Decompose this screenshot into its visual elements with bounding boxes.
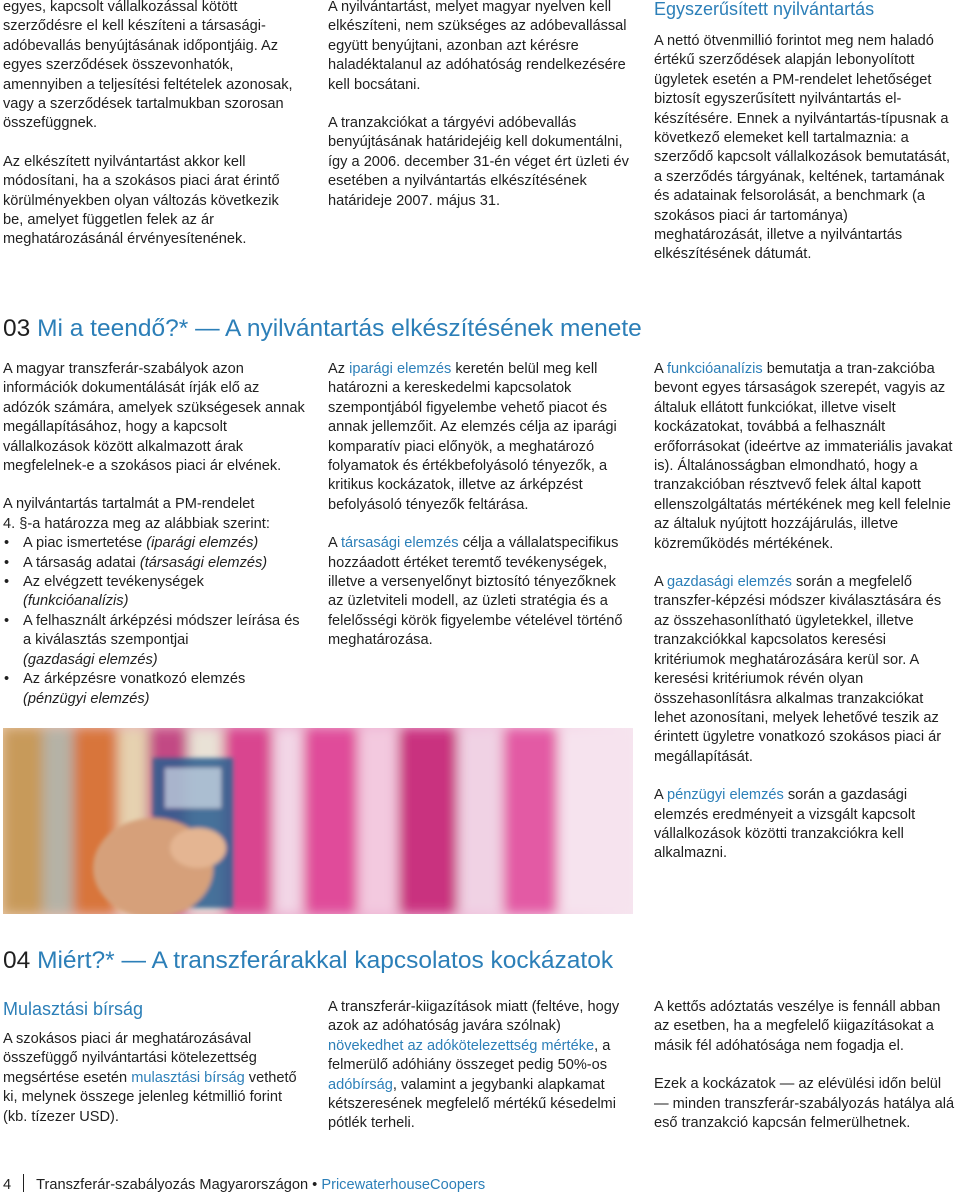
list-item: • A piac ismertetése (iparági elemzés) <box>3 534 308 553</box>
section03-column-2 <box>328 360 632 651</box>
paragraph: A pénzügyi elemzés során a gazdasági elemzés eredményeit a vizsgált kapcsolt vállalkozások közötti tranzakciókra kell alkalmazni. <box>654 787 916 862</box>
section-title-03 <box>3 314 642 344</box>
paragraph: 4. §-a határozza meg az alábbiak szerint: <box>3 515 270 532</box>
top-column-1 <box>3 0 303 250</box>
paragraph: A nyilvántartást, melyet magyar nyelven kell elkészíteni, nem szükséges az adóbevallással együtt benyújtani, azonban azt kérésre haladéktalanul az adóhatóság rendelkezésére kell bocsátani. <box>328 0 627 93</box>
paragraph: A transzferár-kiigazítások miatt (feltéve, hogy azok az adóhatóság javára szólnak) növekedhet az adókötelezettség mértéke, a felmerülő adóhiány összeget pedig 50%-os adóbírság, valamint a jegybanki alapkamat kétszeresének megfelelő mértékű késedelmi pótlék terheli. <box>328 999 620 1132</box>
section04-column-3 <box>654 998 956 1133</box>
footer-company: PricewaterhouseCoopers <box>321 1177 486 1193</box>
paragraph: A társasági elemzés célja a vállalatspecifikus hozzáadott értéket teremtő tevékenységek, illetve a versenyelőnyt biztosító tényezőknek az üzletviteli modell, az üzleti stratégia és a felelősségi körök figyelembe vételével történő meghatározása. <box>328 535 623 649</box>
highlight-term: mulasztási bírság <box>131 1069 245 1086</box>
list-item: • A társaság adatai (társasági elemzés) <box>3 554 308 573</box>
highlight-term: pénzügyi elemzés <box>666 787 784 804</box>
section04-column-1 <box>3 998 303 1127</box>
section04-column-2 <box>328 998 632 1134</box>
paragraph: A funkcióanalízis bemutatja a tran-zakcióba bevont egyes társaságok szerepét, vagyis az általuk ellátott funkciókat, illetve viselt kockázatokat, továbbá a felhasznált erőforrásokat (ideértve az immateriális javakat is). Általánosságban elmondható, hogy a tranzakcióban résztvevő felek által kapott ellenszolgáltatás mértékének meg kell felelnie az általuk nyújtott hozzájárulás, illetve közreműködés mértékének. <box>654 361 953 552</box>
paragraph: A szokásos piaci ár meghatározásával összefüggő nyilvántartási kötelezettség megsértése esetén mulasztási bírság vethető ki, melynek összege jelenleg kétmillió forint (kb. tízezer USD). <box>3 1031 297 1125</box>
paragraph: A tranzakciókat a tárgyévi adóbevallás benyújtásának határidejéig kell dokumentálni, így a 2006. december 31-én véget ért üzleti év esetében a nyilvántartás elkészítésének határideje 2007. május 31. <box>328 115 629 209</box>
footer-text: Transzferár-szabályozás Magyarországon • <box>36 1177 322 1193</box>
top-column-3 <box>654 0 956 265</box>
highlight-term: adóbírság <box>328 1076 393 1093</box>
section-number: 03 <box>3 315 31 342</box>
list-item: • Az árképzésre vonatkozó elemzés (pénzügyi elemzés) <box>3 670 308 709</box>
list-item: • Az elvégzett tevékenységek (funkcióanalízis) <box>3 573 308 612</box>
section-title-text: Mi a teendő?* — A nyilvántartás elkészítésének menete <box>37 315 642 342</box>
footer-divider <box>23 1174 24 1192</box>
paragraph: egyes, kapcsolt vállalkozással kötött szerződésre el kell készíteni a társasági-adóbevallás benyújtásának időpontjáig. Az egyes szerződések összevonhatók, amennyiben a teljesítési feltételek azonosak, vagy a szerződések tartalmukban szorosan összefüggnek. <box>3 0 293 132</box>
highlight-term: funkcióanalízis <box>666 361 763 377</box>
highlight-term: növekedhet az adókötelezettség mértéke <box>328 1037 595 1054</box>
list-item: • A felhasznált árképzési módszer leírása és a kiválasztás szempontjai (gazdasági elemzés) <box>3 612 308 670</box>
paragraph: Az elkészített nyilvántartást akkor kell módosítani, ha a szokásos piaci árat érintő körülményekben olyan változás következik be, amelyet független felek az ár meghatározásánál érvényesítenének. <box>3 153 280 248</box>
paragraph: A nyilvántartás tartalmát a PM-rendelet <box>3 496 255 513</box>
page-number: 4 <box>3 1177 12 1193</box>
paragraph: A magyar transzferár-szabályok azon információk dokumentálását írják elő az adózók számára, amelyek szükségesek annak megállapításához, hogy a kapcsolt vállalkozások között alkalmazott árak megfelelnek-e a szokásos piaci ár elvének. <box>3 361 305 475</box>
section-title-04 <box>3 946 613 976</box>
paragraph: Ezek a kockázatok — az elévülési időn belül — minden transzferár-szabályozás hatálya alá eső tranzakció kapcsán felmerülhetnek. <box>654 1076 955 1132</box>
section-heading: Egyszerűsített nyilvántartás <box>654 0 875 19</box>
paragraph: Az iparági elemzés keretén belül meg kell határozni a kereskedelmi kapcsolatok szempontjából figyelembe vehető piacot és annak jellemzőit. Az elemzés célja az iparági komparatív piaci előnyök, a meghatározó folyamatok és értékbefolyásoló tényezők, a kritikus kockázatok, illetve az árképzést befolyásoló tényezők feltárása. <box>328 361 617 513</box>
page-footer <box>3 1174 485 1195</box>
highlight-term: társasági elemzés <box>340 535 459 552</box>
section03-column-3 <box>654 360 956 864</box>
section-title-text: Miért?* — A transzferárakkal kapcsolatos kockázatok <box>37 947 614 974</box>
bullet-list <box>3 534 308 709</box>
paragraph: A gazdasági elemzés során a megfelelő transzfer-képzési módszer kiválasztására és az összehasonlítható ügyletekkel, illetve tranzakciókkal kapcsolatos keresési kritériumok meghatározására kerül sor. A keresési kritériumok révén olyan összehasonlításra alkalmas tranzakciókat lehet azonosítani, melyek lehetővé teszik az érintett ügyletre vonatkozó szokásos piaci ár megállapítását. <box>654 574 942 765</box>
paragraph: A kettős adóztatás veszélye is fennáll abban az esetben, ha a megfelelő kiigazításokat a másik fél adóhatósága nem fogadja el. <box>654 999 941 1054</box>
paragraph: A nettó ötvenmillió forintot meg nem haladó értékű szerződések alapján lebonyolított ügyletek esetén a PM-rendelet lehetőséget biztosít egyszerűsített nyilvántartás el-készítésére. Ennek a nyilvántartás-típusnak a következő elemeket kell tartalmaznia: a szerződő kapcsolt vállalkozások bemutatását, a szerződés tárgyának, keltének, tartamának és adatainak felsorolását, a benchmark (a szokásos piaci ár tartománya) meghatározását, illetve a nyilvántartás elkészítésének dátumát. <box>654 33 951 263</box>
section-number: 04 <box>3 947 31 974</box>
section-heading: Mulasztási bírság <box>3 999 144 1019</box>
section03-column-1 <box>3 360 308 709</box>
highlight-term: gazdasági elemzés <box>666 574 792 591</box>
top-column-2 <box>328 0 632 211</box>
highlight-term: iparági elemzés <box>349 361 452 377</box>
decorative-photo <box>3 728 633 914</box>
